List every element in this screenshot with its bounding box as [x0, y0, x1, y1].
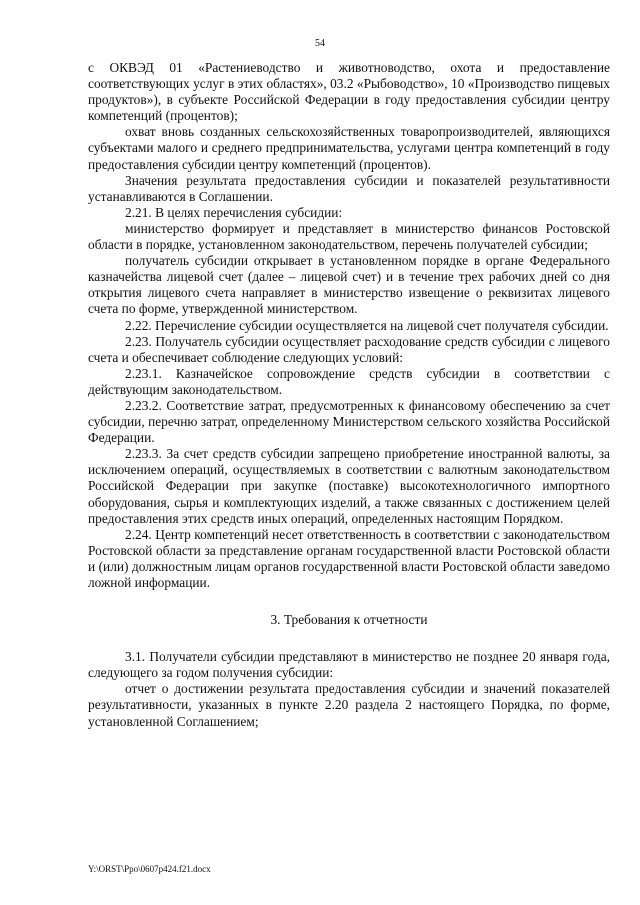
- paragraph-2-21: 2.21. В целях перечисления субсидии:: [125, 204, 343, 220]
- document-body: [88, 60, 610, 730]
- paragraph-continuation: с ОКВЭД 01 «Растениеводство и животноводство, охота и предоставление соответствующих услуг в этих областях», 03.2 «Рыбоводство», 10 «Производство пищевых продуктов»), в субъекте Российской Федерации в году предоставления субсидии центру компетенций (процентов);: [88, 60, 610, 124]
- paragraph-report: отчет о достижении результата предоставления субсидии и значений показателей результативности, указанных в пункте 2.20 раздела 2 настоящего Порядка, по форме, установленной Соглашением;: [88, 681, 610, 729]
- paragraph-2-23-3: 2.23.3. За счет средств субсидии запрещено приобретение иностранной валюты, за исключением операций, осуществляемых в соответствии с валютным законодательством Российской Федерации при закупке (поставке) высокотехнологичного импортного оборудования, сырья и комплектующих изделий, а также связанных с достижением целей предоставления этих средств иных операций, определенных настоящим Порядком.: [88, 446, 610, 526]
- section-heading: 3. Требования к отчетности: [270, 612, 428, 628]
- paragraph-coverage-indicator: охват вновь созданных сельскохозяйственных товаропроизводителей, являющихся субъектами малого и среднего предпринимательства, услугами центра компетенций в году предоставления субсидии центру компетенций (процентов).: [88, 124, 610, 172]
- paragraph-2-23-2: 2.23.2. Соответствие затрат, предусмотренных к финансовому обеспечению за счет субсидии, перечню затрат, определенному Министерством сельского хозяйства Российской Федерации.: [88, 397, 610, 446]
- paragraph-3-1: 3.1. Получатели субсидии представляют в министерство не позднее 20 января года, следующего за годом получения субсидии:: [88, 649, 610, 681]
- paragraph-2-23: 2.23. Получатель субсидии осуществляет расходование средств субсидии с лицевого счета и обеспечивает соблюдение следующих условий:: [88, 333, 610, 365]
- paragraph-2-23-1: 2.23.1. Казначейское сопровождение средств субсидии в соответствии с действующим законодательством.: [88, 365, 610, 397]
- page-number: 54: [315, 38, 325, 49]
- paragraph-personal-account: получатель субсидии открывает в установленном порядке в органе Федерального казначейства лицевой счет (далее – лицевой счет) и в течение трех рабочих дней со дня открытия лицевого счета направляет в министерство извещение о реквизитах лицевого счета по форме, утвержденной министерством.: [88, 253, 610, 317]
- footer-file-path: Y:\ORST\Ppo\0607p424.f21.docx: [88, 864, 211, 874]
- paragraph-values-agreement: Значения результата предоставления субсидии и показателей результативности устанавливаются в Соглашении.: [88, 172, 610, 204]
- paragraph-2-24: 2.24. Центр компетенций несет ответственность в соответствии с законодательством Ростовской области за представление органам государственной власти Ростовской области и (или) должностным лицам органов государственной власти Ростовской области заведомо ложной информации.: [88, 526, 610, 590]
- paragraph-ministry-list: министерство формирует и представляет в министерство финансов Ростовской области в порядке, установленном законодательством, перечень получателей субсидии;: [88, 220, 610, 253]
- paragraph-2-22: 2.22. Перечисление субсидии осуществляется на лицевой счет получателя субсидии.: [125, 317, 609, 333]
